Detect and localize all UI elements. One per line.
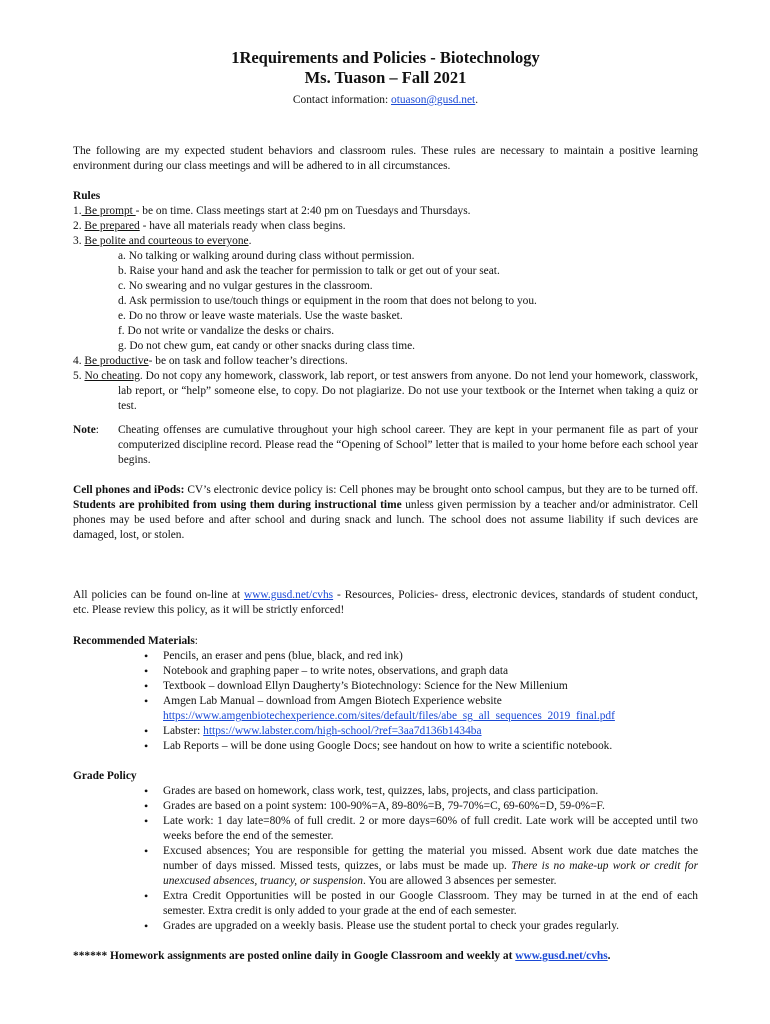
list-item: • Grades are based on a point system: 100-90%=A, 89-80%=B, 79-70%=C, 69-60%=D, 59-0%=F. xyxy=(163,799,698,814)
page-title xyxy=(73,48,698,88)
sub-rule: d. Ask permission to use/touch things or equipment in the room that does not belong to you. xyxy=(118,295,537,307)
cell-phone-policy: Cell phones and iPods: CV’s electronic device policy is: Cell phones may be brought onto school campus, but they are to be turned off. Students are prohibited from using them during instructional time unless given permission by a teacher and/or administrator. Cell phones may be used before and after school and during snack and lunch. The school does not assume liability if such devices are damaged, lost, or stolen. xyxy=(73,484,699,541)
grade-policy-section xyxy=(73,769,698,934)
list-item: • Grades are upgraded on a weekly basis. Please use the student portal to check your grades regularly. xyxy=(163,919,698,934)
sub-rule: a. No talking or walking around during class without permission. xyxy=(118,250,415,262)
document-page xyxy=(73,48,698,964)
materials-section xyxy=(73,634,698,754)
cell-phone-label: Cell phones and iPods: xyxy=(73,484,185,496)
footer-cvhs-link[interactable]: www.gusd.net/cvhs xyxy=(515,950,608,962)
list-item: • Labster: https://www.labster.com/high-school/?ref=3aa7d136b1434ba xyxy=(163,724,698,739)
rule-1: 1. Be prompt - be on time. Class meetings start at 2:40 pm on Tuesdays and Thursdays. xyxy=(73,205,471,217)
list-item: • Late work: 1 day late=80% of full credit. 2 or more days=60% of full credit. Late work will be accepted until two weeks before the end of the semester. xyxy=(163,814,698,844)
sub-rule: g. Do not chew gum, eat candy or other snacks during class time. xyxy=(118,340,416,352)
title-line-2: Ms. Tuason – Fall 2021 xyxy=(304,68,467,87)
list-item: • Notebook and graphing paper – to write notes, observations, and graph data xyxy=(163,664,698,679)
list-item: • Excused absences; You are responsible for getting the material you missed. Absent work due date matches the number of days missed. Missed tests, quizzes, or labs must be made up. There is no make-up work or credit for unexcused absences, truancy, or suspension. You are allowed 3 absences per semester. xyxy=(163,844,698,889)
list-item: • Lab Reports – will be done using Google Docs; see handout on how to write a scientific notebook. xyxy=(163,739,698,754)
sub-rule: e. Do no throw or leave waste materials. Use the waste basket. xyxy=(118,310,403,322)
note-block xyxy=(73,423,698,468)
list-item: • Pencils, an eraser and pens (blue, black, and red ink) xyxy=(163,649,698,664)
grade-policy-heading: Grade Policy xyxy=(73,770,137,782)
rules-section xyxy=(73,189,698,414)
policies-paragraph: All policies can be found on-line at www.gusd.net/cvhs - Resources, Policies- dress, electronic devices, standards of student conduct, etc. Please review this policy, as it will be strictly enforced! xyxy=(73,589,698,616)
rules-heading: Rules xyxy=(73,190,101,202)
note-text: Cheating offenses are cumulative throughout your high school career. They are kept in your permanent file as part of your computerized discipline record. Please read the “Opening of School” letter that is mailed to your home before each school year begins. xyxy=(118,424,698,466)
intro-paragraph: The following are my expected student behaviors and classroom rules. These rules are necessary to maintain a positive learning environment during our class meetings and will be adhered to in all circumstances. xyxy=(73,145,698,172)
list-item: • Extra Credit Opportunities will be posted in our Google Classroom. They may be turned in at the end of each semester. Extra credit is only added to your grade at the end of each semester. xyxy=(163,889,698,919)
contact-email-link[interactable]: otuason@gusd.net xyxy=(391,94,476,106)
list-item: • Textbook – download Ellyn Daugherty’s Biotechnology: Science for the New Millenium xyxy=(163,679,698,694)
list-item: • Amgen Lab Manual – download from Amgen Biotech Experience website https://www.amgenbiotechexperience.com/sites/default/files/abe_sg_all_sequences_2019_final.pdf xyxy=(163,694,698,724)
materials-heading: Recommended Materials: xyxy=(73,635,198,647)
sub-rule: f. Do not write or vandalize the desks or chairs. xyxy=(118,325,335,337)
amgen-link[interactable]: https://www.amgenbiotechexperience.com/sites/default/files/abe_sg_all_sequences_2019_final.pdf xyxy=(163,710,615,722)
list-item: • Grades are based on homework, class work, test, quizzes, labs, projects, and class participation. xyxy=(163,784,698,799)
contact-line: Contact information: otuason@gusd.net. xyxy=(292,94,479,106)
note-label: Note: xyxy=(73,424,99,436)
rule-3: 3. Be polite and courteous to everyone. xyxy=(73,235,252,247)
labster-link[interactable]: https://www.labster.com/high-school/?ref=3aa7d136b1434ba xyxy=(203,725,482,737)
rule-3-sublist xyxy=(73,249,698,354)
title-line-1: 1Requirements and Policies - Biotechnology xyxy=(231,48,540,67)
footer-note: ****** Homework assignments are posted online daily in Google Classroom and weekly at www.gusd.net/cvhs. xyxy=(73,950,611,962)
cvhs-link[interactable]: www.gusd.net/cvhs xyxy=(243,589,334,601)
rule-4: 4. Be productive- be on task and follow teacher’s directions. xyxy=(73,355,348,367)
sub-rule: b. Raise your hand and ask the teacher for permission to talk or get out of your seat. xyxy=(118,265,500,277)
rule-2: 2. Be prepared - have all materials ready when class begins. xyxy=(73,220,346,232)
rule-5: 5. No cheating. Do not copy any homework, classwork, lab report, or test answers from anyone. Do not lend your homework, classwork, lab report, or “help” someone else, to copy. Do not plagiarize. Do not use your textbook or the Internet when taking a quiz or test. xyxy=(73,370,698,412)
contact-label: Contact information: xyxy=(292,94,391,106)
sub-rule: c. No swearing and no vulgar gestures in the classroom. xyxy=(118,280,373,292)
